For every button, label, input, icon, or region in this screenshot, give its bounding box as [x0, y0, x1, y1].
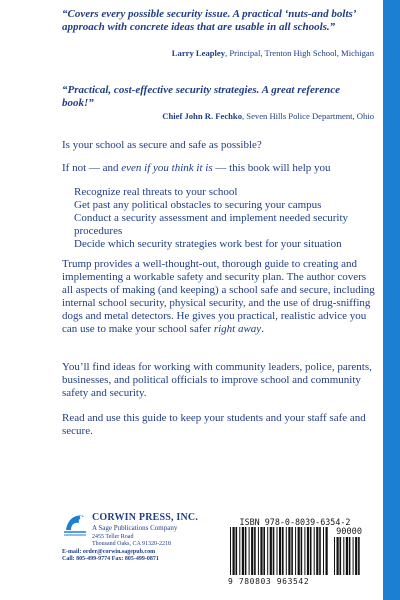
cover-edge-stripe	[383, 0, 400, 600]
publisher-address-1: 2455 Teller Road	[92, 534, 134, 540]
description-1-text: Trump provides a well-thought-out, thorough guide to creating and implementing a workable safety and security plan. The author covers all aspects of making (and keeping) a school safe and secure, including internal school security, physical security, and the use of drug-sniffing dogs and metal detectors. He gives you practical, realistic advice you can use to make your school safer	[62, 258, 375, 335]
list-item: Decide which security strategies work best for your situation	[74, 238, 342, 250]
quote-2-author: Chief John R. Fechko	[162, 111, 242, 121]
publisher-address-2: Thousand Oaks, CA 91320-2218	[92, 541, 171, 547]
list-item: Recognize real threats to your school	[74, 186, 238, 198]
quote-2-text: “Practical, cost-effective security strategies. A great reference book!”	[62, 84, 340, 109]
price-addon: 90000	[336, 527, 362, 537]
description-paragraph-2: You’ll find ideas for working with community leaders, police, parents, businesses, and political officials to improve school and community safety and security.	[62, 361, 372, 399]
addon-barcode	[332, 537, 362, 575]
barcode-digits: 9 780803 963542	[228, 577, 310, 586]
quote-2	[62, 84, 374, 109]
ean-barcode	[228, 527, 328, 577]
quote-1-author-title: , Principal, Trenton High School, Michigan	[225, 48, 374, 58]
isbn-barcode	[228, 517, 362, 587]
if-not-part-1: If not — and	[62, 162, 122, 174]
quote-1-attribution	[172, 48, 374, 59]
description-paragraph-3: Read and use this guide to keep your students and your staff safe and secure.	[62, 412, 366, 437]
description-1-end: .	[261, 323, 264, 335]
publisher-subtitle: A Sage Publications Company	[92, 524, 178, 532]
description-paragraph-1	[62, 258, 376, 336]
quote-1-text: “Covers every possible security issue. A practical ‘nuts-and bolts’ approach with concrete ideas that are usable in all schools.”	[62, 8, 356, 33]
quote-1-author: Larry Leapley	[171, 48, 226, 58]
benefit-list	[74, 186, 374, 251]
corwin-logo-icon	[62, 508, 88, 538]
publisher-email: E-mail: order@corwin.sagepub.com	[62, 549, 156, 555]
list-item: Get past any political obstacles to securing your campus	[74, 199, 322, 211]
isbn-label: ISBN 978-0-8039-6354-2	[239, 517, 351, 527]
description-1-italic: right away	[213, 323, 262, 335]
if-not-line	[62, 162, 376, 175]
if-not-part-3: — this book will help you	[212, 162, 331, 174]
list-item: Conduct a security assessment and implement needed security procedures	[74, 212, 349, 237]
quote-1	[62, 8, 374, 33]
quote-2-author-title: , Seven Hills Police Department, Ohio	[242, 111, 374, 121]
publisher-name: CORWIN PRESS, INC.	[92, 512, 199, 523]
quote-2-attribution	[162, 111, 374, 122]
publisher-phone: Call: 805-499-9774 Fax: 805-499-0871	[62, 556, 159, 562]
question-line: Is your school as secure and safe as possible?	[62, 139, 262, 151]
if-not-italic: even if you think it is	[121, 162, 213, 174]
